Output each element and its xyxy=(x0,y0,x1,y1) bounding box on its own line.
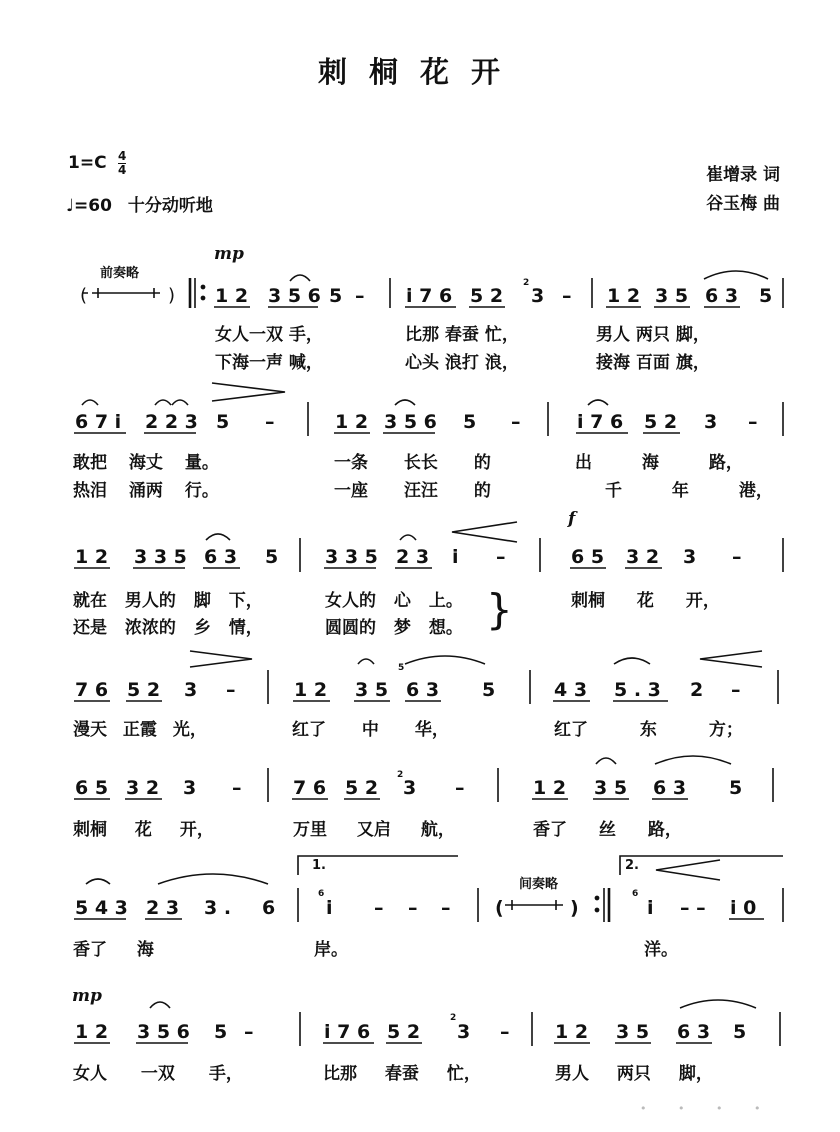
notes-2-d: – xyxy=(265,411,275,433)
notes-7-j: 3 5 xyxy=(616,1021,650,1043)
notes-3-a: 1 2 xyxy=(75,546,109,568)
prelude-label: 前奏略 xyxy=(100,266,140,281)
notes-2-c: 5 xyxy=(216,411,230,433)
interlude-line xyxy=(505,900,563,910)
grace-note-2: 5 xyxy=(398,663,405,673)
notes-1-h: – xyxy=(562,285,572,307)
prelude-line xyxy=(82,288,160,298)
notes-6-g: – xyxy=(408,897,418,919)
interlude-close-paren: ) xyxy=(570,897,579,919)
lyric-2-e: 一座 汪汪 的 xyxy=(334,481,491,501)
notes-7-i: 1 2 xyxy=(555,1021,589,1043)
notes-4-j: 5 . 3 xyxy=(614,679,661,701)
notes-5-c: 3 xyxy=(183,777,197,799)
lyric-6-b: 岸。 xyxy=(314,940,348,960)
notes-2-l: – xyxy=(748,411,758,433)
lyric-3-e: 圆圆的 梦 想。 xyxy=(325,618,463,638)
grace-note-3: 2 xyxy=(397,770,404,780)
lyric-4-a: 漫天 正霞 光， xyxy=(73,720,207,740)
notes-5-g: 3 xyxy=(403,777,417,799)
svg-text:(: ( xyxy=(80,285,88,306)
notes-7-l: 5 xyxy=(733,1021,747,1043)
lyric-4-b: 红了 中 华， xyxy=(292,720,449,740)
lyric-1-a: 女人一双 手， xyxy=(215,325,323,345)
notes-4-g: 6 3 xyxy=(406,679,440,701)
notes-4-d: – xyxy=(226,679,236,701)
notes-3-l: – xyxy=(732,546,742,568)
watermark: • • • • xyxy=(640,1102,775,1115)
dynamic-mp-1: mp xyxy=(214,244,244,264)
lyric-6-c: 洋。 xyxy=(644,940,678,960)
notes-1-g: 3 xyxy=(531,285,545,307)
lyric-5-c: 香了 丝 路， xyxy=(533,820,682,840)
lyric-1-d: 下海一声 喊， xyxy=(215,353,323,373)
quarter-note-icon: ♩ xyxy=(66,196,75,216)
lyric-1-f: 接海 百面 旗， xyxy=(596,353,710,373)
notes-2-a: 6 7 i xyxy=(75,411,122,433)
notes-3-g: i xyxy=(452,546,459,568)
lyric-2-b: 一条 长长 的 xyxy=(334,453,491,473)
notes-2-f: 3 5 6 xyxy=(384,411,437,433)
dynamic-mp-2: mp xyxy=(72,986,102,1006)
notes-1-b: 3 5 6 xyxy=(268,285,321,307)
lyric-1-b: 比那 春蚕 忙， xyxy=(405,325,519,345)
notes-3-j: 3 2 xyxy=(626,546,660,568)
notes-4-i: 4 3 xyxy=(554,679,588,701)
lyric-1-e: 心头 浪打 浪， xyxy=(405,353,519,373)
notes-5-j: 3 5 xyxy=(594,777,628,799)
lyric-7-b: 比那 春蚕 忙， xyxy=(323,1064,481,1084)
notes-4-a: 7 6 xyxy=(75,679,109,701)
notes-2-g: 5 xyxy=(463,411,477,433)
time-sig-top: 4 xyxy=(118,149,127,163)
notes-7-e: i 7 6 xyxy=(324,1021,371,1043)
notes-1-i: 1 2 xyxy=(607,285,641,307)
notes-7-a: 1 2 xyxy=(75,1021,109,1043)
grace-note-6: 2 xyxy=(450,1013,457,1023)
lyric-5-a: 刺桐 花 开， xyxy=(73,820,214,840)
notes-5-a: 6 5 xyxy=(75,777,109,799)
notes-1-d: – xyxy=(355,285,365,307)
notes-7-c: 5 xyxy=(214,1021,228,1043)
key-text: 1=C xyxy=(68,153,107,173)
notes-5-k: 6 3 xyxy=(653,777,687,799)
lyric-3-c: 刺桐 花 开， xyxy=(571,591,720,611)
notes-7-f: 5 2 xyxy=(387,1021,421,1043)
notes-3-b: 3 3 5 xyxy=(134,546,187,568)
notes-5-f: 5 2 xyxy=(345,777,379,799)
lyric-brace-icon: } xyxy=(486,585,513,634)
time-sig-bottom: 4 xyxy=(118,163,127,177)
notes-5-d: – xyxy=(232,777,242,799)
song-title: 刺桐花开 xyxy=(317,55,522,89)
notes-3-e: 3 3 5 xyxy=(325,546,378,568)
dynamic-f: f xyxy=(568,509,576,529)
notes-7-h: – xyxy=(500,1021,510,1043)
notes-6-e: i xyxy=(326,897,333,919)
notes-6-k: i 0 xyxy=(730,897,757,919)
ending-1-label: 1. xyxy=(312,858,326,873)
grace-note-5: 6 xyxy=(632,889,639,899)
notes-4-h: 5 xyxy=(482,679,496,701)
notes-2-j: 5 2 xyxy=(644,411,678,433)
lyric-3-a: 就在 男人的 脚 下， xyxy=(73,591,263,611)
lyric-6-a: 香了 海 xyxy=(73,940,154,960)
lyric-2-c: 出 海 路， xyxy=(575,453,743,473)
notes-2-k: 3 xyxy=(704,411,718,433)
notes-4-b: 5 2 xyxy=(127,679,161,701)
lyric-2-d: 热泪 涌两 行。 xyxy=(73,481,219,501)
notes-3-c: 6 3 xyxy=(204,546,238,568)
notes-5-b: 3 2 xyxy=(126,777,160,799)
notes-4-l: – xyxy=(731,679,741,701)
notes-1-k: 6 3 xyxy=(705,285,739,307)
notes-4-e: 1 2 xyxy=(294,679,328,701)
notes-1-l: 5 xyxy=(759,285,773,307)
ending-2-label: 2. xyxy=(625,858,639,873)
lyric-2-a: 敢把 海丈 量。 xyxy=(73,453,219,473)
notes-6-f: – xyxy=(374,897,384,919)
notes-3-d: 5 xyxy=(265,546,279,568)
notes-4-k: 2 xyxy=(690,679,704,701)
notes-3-f: 2 3 xyxy=(396,546,430,568)
notes-2-i: i 7 6 xyxy=(577,411,624,433)
notes-3-k: 3 xyxy=(683,546,697,568)
notes-1-c: 5 xyxy=(329,285,343,307)
lyricist: 崔增录 词 xyxy=(706,165,780,185)
notes-2-e: 1 2 xyxy=(335,411,369,433)
expression-text: 十分动听地 xyxy=(127,196,213,216)
composer: 谷玉梅 曲 xyxy=(706,194,780,214)
interlude-open-paren: ( xyxy=(495,897,504,919)
lyric-2-f: 千 年 港， xyxy=(605,481,773,501)
notes-5-i: 1 2 xyxy=(533,777,567,799)
notes-5-l: 5 xyxy=(729,777,743,799)
notes-7-d: – xyxy=(244,1021,254,1043)
lyric-7-c: 男人 两只 脚， xyxy=(555,1064,713,1084)
notes-1-j: 3 5 xyxy=(655,285,689,307)
grace-note-1: 2 xyxy=(523,278,530,288)
notes-2-b: 2 2 3 xyxy=(145,411,198,433)
svg-text:): ) xyxy=(168,285,176,306)
notes-6-i: i xyxy=(647,897,654,919)
notes-6-b: 2 3 xyxy=(146,897,180,919)
grace-note-4: 6 xyxy=(318,889,325,899)
notes-1-a: 1 2 xyxy=(215,285,249,307)
tempo-text: =60 xyxy=(74,196,112,216)
notes-6-d: 6 xyxy=(262,897,276,919)
notes-6-a: 5 4 3 xyxy=(75,897,128,919)
notes-2-h: – xyxy=(511,411,521,433)
notes-7-g: 3 xyxy=(457,1021,471,1043)
lyric-5-b: 万里 又启 航， xyxy=(293,820,455,840)
notes-6-c: 3 . xyxy=(204,897,232,919)
notes-7-k: 6 3 xyxy=(677,1021,711,1043)
lyric-4-c: 红了 东 方； xyxy=(554,720,743,740)
notes-4-c: 3 xyxy=(184,679,198,701)
notes-1-f: 5 2 xyxy=(470,285,504,307)
notes-3-i: 6 5 xyxy=(571,546,605,568)
notes-4-f: 3 5 xyxy=(355,679,389,701)
notes-1-e: i 7 6 xyxy=(406,285,453,307)
notes-6-j: – – xyxy=(680,897,706,919)
lyric-3-b: 女人的 心 上。 xyxy=(325,591,463,611)
lyric-1-c: 男人 两只 脚， xyxy=(596,325,710,345)
lyric-3-d: 还是 浓浓的 乡 情， xyxy=(73,618,263,638)
notes-5-h: – xyxy=(455,777,465,799)
notes-6-h: – xyxy=(441,897,451,919)
lyric-7-a: 女人 一双 手， xyxy=(73,1064,243,1084)
interlude-label: 间奏略 xyxy=(519,877,559,892)
notes-5-e: 7 6 xyxy=(293,777,327,799)
notes-3-h: – xyxy=(496,546,506,568)
notes-7-b: 3 5 6 xyxy=(137,1021,190,1043)
